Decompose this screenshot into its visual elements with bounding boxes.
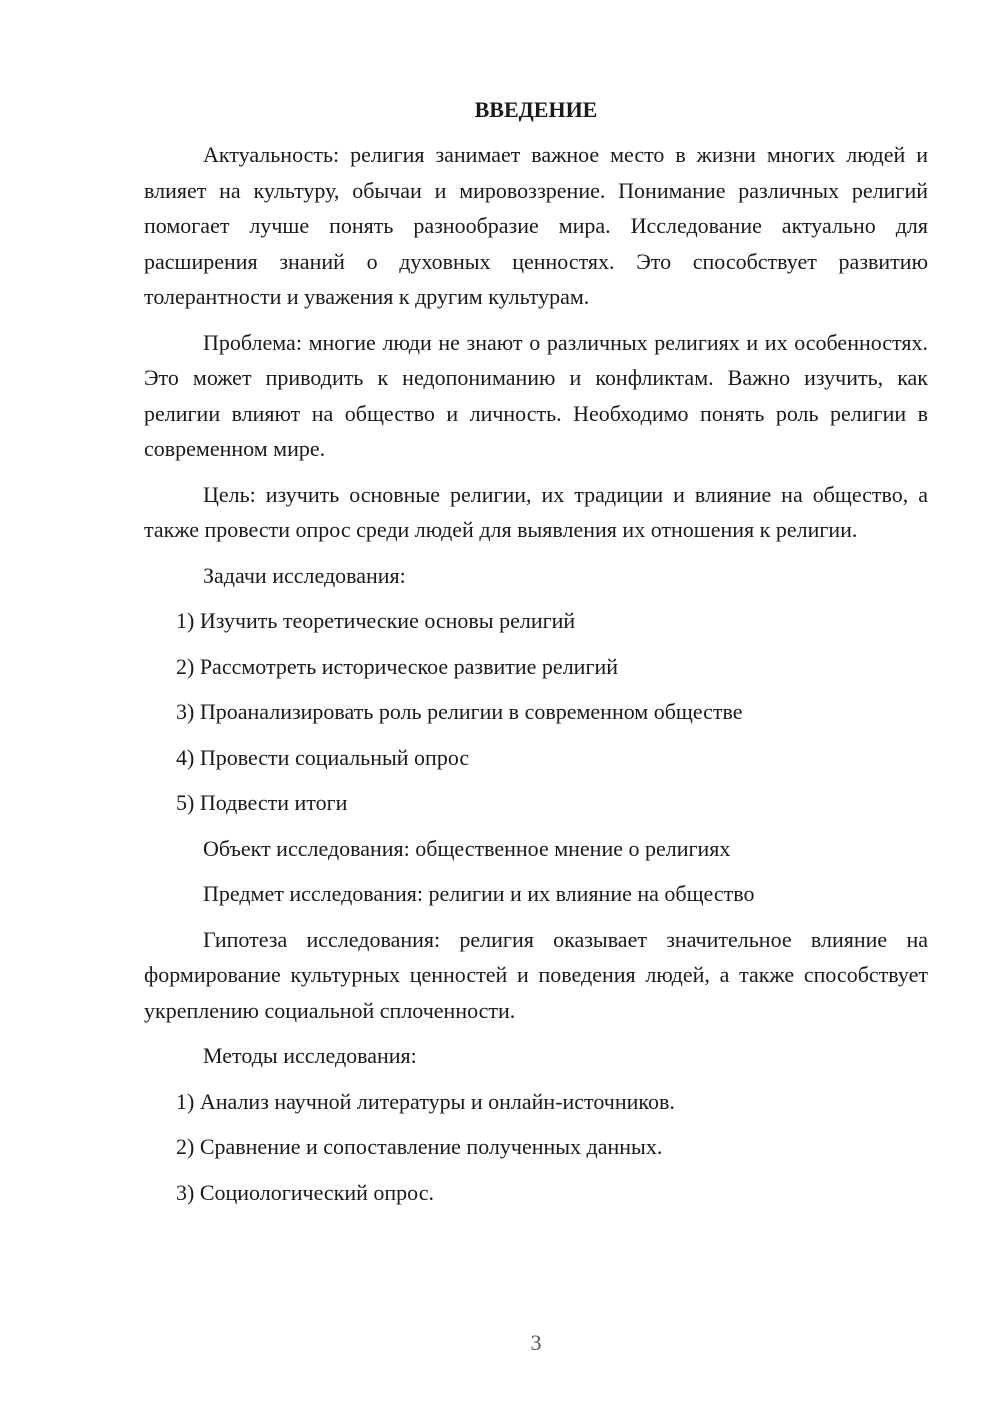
method-item: 2) Сравнение и сопоставление полученных данных. [176, 1134, 663, 1159]
tasks-list [144, 603, 928, 821]
subject-paragraph: Предмет исследования: религии и их влияние на общество [203, 881, 755, 906]
task-item: 3) Проанализировать роль религии в современном обществе [176, 699, 743, 724]
method-item: 3) Социологический опрос. [176, 1179, 434, 1205]
relevance-paragraph: Актуальность: религия занимает важное место в жизни многих людей и влияет на культуру, обычаи и мировоззрение. Понимание различных религий помогает лучше понять разнообразие мира. Исследование актуально для расширения знаний о духовных ценностях. Это способствует развитию толерантности и уважения к другим культурам. [144, 142, 928, 309]
goal-paragraph: Цель: изучить основные религии, их традиции и влияние на общество, а также провести опрос среди людей для выявления их отношения к религии. [144, 481, 928, 542]
problem-paragraph: Проблема: многие люди не знают о различных религиях и их особенностях. Это может приводить к недопониманию и конфликтам. Важно изучить, как религии влияют на общество и личность. Необходимо понять роль религии в современном мире. [144, 329, 928, 461]
methods-list [144, 1084, 928, 1211]
section-title: ВВЕДЕНИЕ [474, 97, 598, 122]
methods-heading: Методы исследования: [203, 1043, 417, 1068]
object-paragraph: Объект исследования: общественное мнение о религиях [203, 835, 731, 861]
page-number: 3 [530, 1330, 542, 1355]
hypothesis-paragraph: Гипотеза исследования: религия оказывает значительное влияние на формирование культурных ценностей и поведения людей, а также способствует укреплению социальной сплоченности. [144, 926, 928, 1023]
document-page [144, 92, 928, 1220]
task-item: 5) Подвести итоги [176, 790, 348, 815]
tasks-heading: Задачи исследования: [203, 562, 406, 588]
task-item: 1) Изучить теоретические основы религий [176, 608, 576, 633]
task-item: 4) Провести социальный опрос [176, 744, 470, 770]
method-item: 1) Анализ научной литературы и онлайн-источников. [176, 1088, 675, 1114]
task-item: 2) Рассмотреть историческое развитие религий [176, 653, 619, 679]
